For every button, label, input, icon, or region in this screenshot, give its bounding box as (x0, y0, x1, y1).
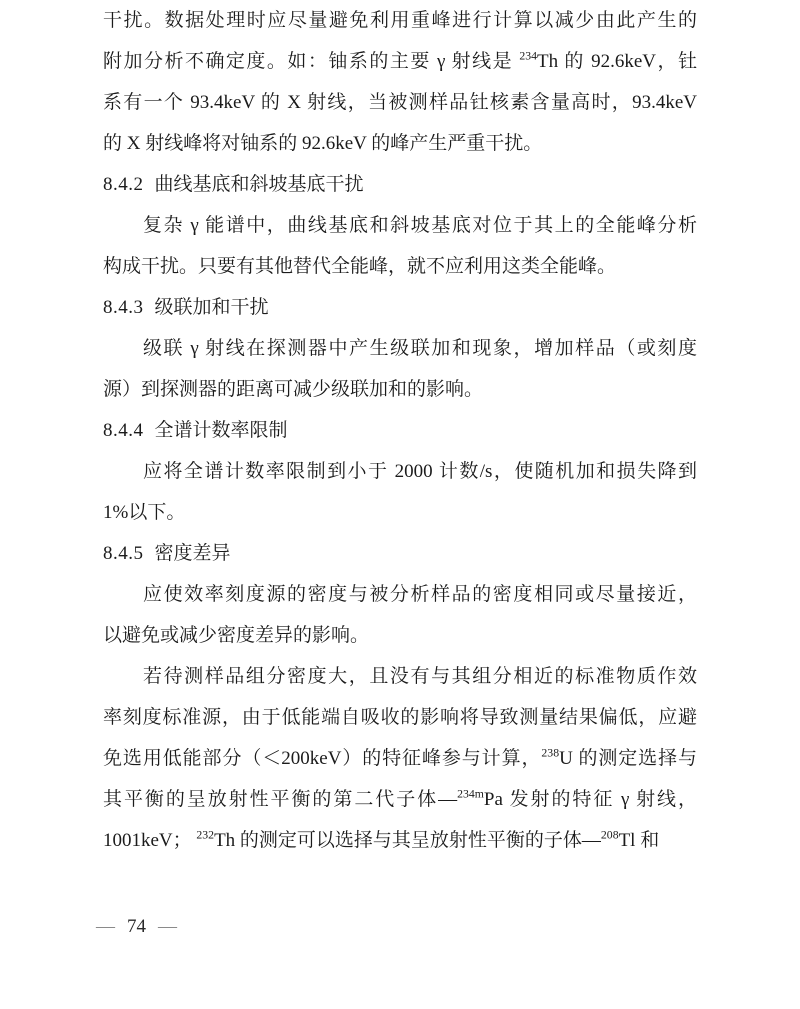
section-number: 8.4.3 (103, 297, 144, 318)
text-line: 以避免或减少密度差异的影响。 (103, 625, 370, 646)
heading-8-4-5 (103, 533, 697, 574)
page-footer (96, 916, 177, 938)
heading-8-4-4 (103, 410, 697, 451)
section-title: 全谱计数率限制 (154, 420, 288, 441)
text-line: 1%以下。 (103, 502, 186, 523)
heading-8-4-2 (103, 164, 697, 205)
section-title: 曲线基底和斜坡基底干扰 (154, 174, 364, 195)
text-line: 系有一个 93.4keV 的 X 射线，当被测样品钍核素含量高时，93.4keV (103, 92, 697, 113)
text-line: 的 X 射线峰将对铀系的 92.6keV 的峰产生严重干扰。 (103, 133, 543, 154)
text-line: 源）到探测器的距离可减少级联加和的影响。 (103, 379, 484, 400)
heading-8-4-3 (103, 287, 697, 328)
text-line: 构成干扰。只要有其他替代全能峰，就不应利用这类全能峰。 (103, 256, 617, 277)
text-line: 附加分析不确定度。如：铀系的主要 γ 射线是 $^{234}$Th 的 92.6keV，钍 (103, 49, 697, 72)
footer-dash-right: — (158, 916, 177, 937)
text-line: 若待测样品组分密度大，且没有与其组分相近的标准物质作效 (143, 666, 697, 687)
text-line: 免选用低能部分（＜200keV）的特征峰参与计算，$^{238}$U 的测定选择与 (103, 746, 697, 769)
text-line: 1001keV； $^{232}$Th 的测定可以选择与其呈放射性平衡的子体—$^{208}$Tl 和 (103, 828, 660, 851)
section-number: 8.4.2 (103, 174, 144, 195)
text-line: 干扰。数据处理时应尽量避免利用重峰进行计算以减少由此产生的 (103, 10, 697, 31)
text-line: 应将全谱计数率限制到小于 2000 计数/s，使随机加和损失降到 (143, 461, 697, 482)
section-title: 密度差异 (154, 543, 231, 564)
text-line: 级联 γ 射线在探测器中产生级联加和现象，增加样品（或刻度 (143, 338, 697, 359)
text-line: 率刻度标准源，由于低能端自吸收的影响将导致测量结果偏低，应避 (103, 707, 697, 728)
page-number: 74 (127, 916, 146, 937)
section-number: 8.4.5 (103, 543, 144, 564)
text-block (103, 0, 697, 861)
text-line: 应使效率刻度源的密度与被分析样品的密度相同或尽量接近， (143, 584, 697, 605)
footer-dash-left: — (96, 916, 115, 937)
section-number: 8.4.4 (103, 420, 144, 441)
text-line: 其平衡的呈放射性平衡的第二代子体—$^{234m}$Pa 发射的特征 γ 射线， (103, 787, 697, 810)
text-line: 复杂 γ 能谱中，曲线基底和斜坡基底对位于其上的全能峰分析 (143, 215, 697, 236)
section-title: 级联加和干扰 (154, 297, 269, 318)
